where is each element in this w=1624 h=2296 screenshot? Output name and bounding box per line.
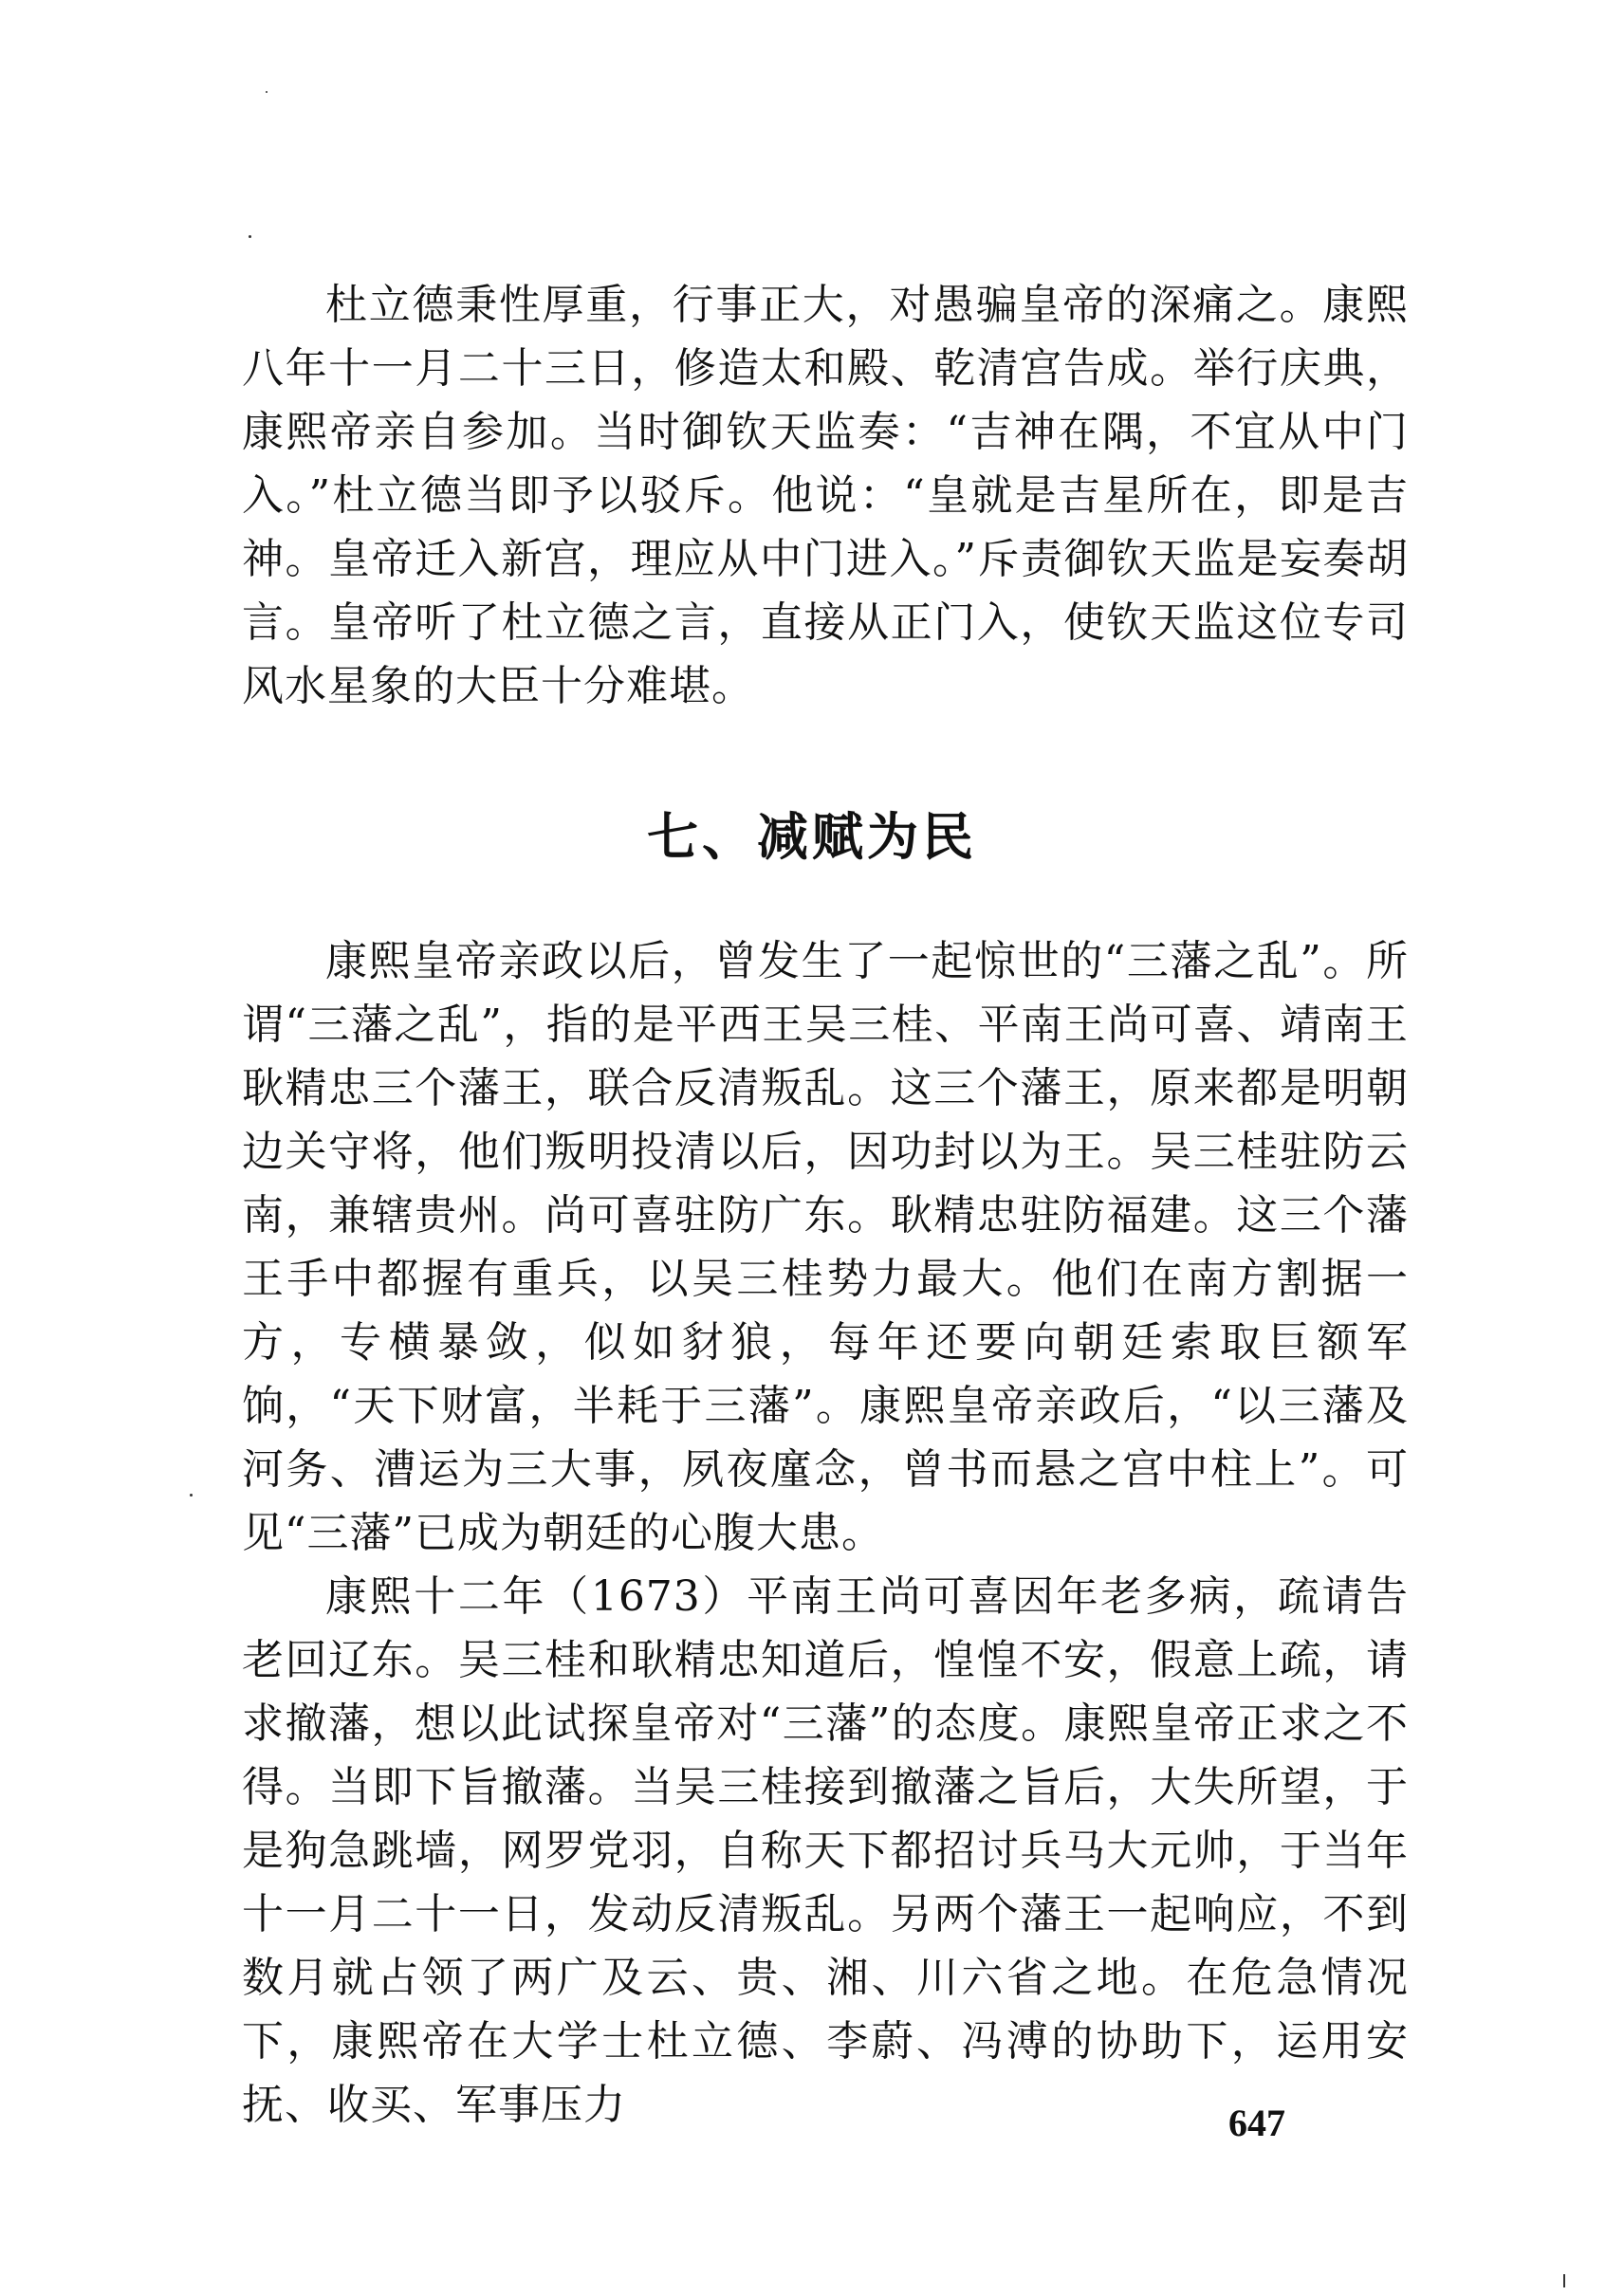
scan-speck (249, 235, 251, 238)
text-block-lower (242, 929, 1409, 2137)
section-heading: 七、减赋为民 (647, 807, 977, 867)
page-number: 647 (1228, 2102, 1285, 2144)
paragraph-kangxi-twelfth-year: 康熙十二年（1673）平南王尚可喜因年老多病，疏请告老回辽东。吴三桂和耿精忠知道后，惶惶不安，假意上疏，请求撤藩，想以此试探皇帝对“三藩”的态度。康熙皇帝正求之不得。当即下旨撤藩。当吴三桂接到撤藩之旨后，大失所望，于是狗急跳墙，网罗党羽，自称天下都招讨兵马大元帅，于当年十一月二十一日，发动反清叛乱。另两个藩王一起响应，不到数月就占领了两广及云、贵、湘、川六省之地。在危急情况下，康熙帝在大学士杜立德、李蔚、冯溥的协助下，运用安抚、收买、军事压力 (242, 1572, 1409, 2129)
text-block-upper (242, 273, 1409, 718)
paragraph-three-feudatories: 康熙皇帝亲政以后，曾发生了一起惊世的“三藩之乱”。所谓“三藩之乱”，指的是平西王吴三桂、平南王尚可喜、靖南王耿精忠三个藩王，联合反清叛乱。这三个藩王，原来都是明朝边关守将，他们叛明投清以后，因功封以为王。吴三桂驻防云南，兼辖贵州。尚可喜驻防广东。耿精忠驻防福建。这三个藩王手中都握有重兵，以吴三桂势力最大。他们在南方割据一方，专横暴敛，似如豺狼，每年还要向朝廷索取巨额军饷，“天下财富，半耗于三藩”。康熙皇帝亲政后，“以三藩及河务、漕运为三大事，夙夜廑念，曾书而悬之宫中柱上”。可见“三藩”已成为朝廷的心腹大患。 (242, 937, 1409, 1557)
paragraph-du-lide: 杜立德秉性厚重，行事正大，对愚骗皇帝的深痛之。康熙八年十一月二十三日，修造太和殿、乾清宫告成。举行庆典，康熙帝亲自参加。当时御钦天监奏：“吉神在隅，不宜从中门入。”杜立德当即予以驳斥。他说：“皇就是吉星所在，即是吉神。皇帝迁入新宫，理应从中门进入。”斥责御钦天监是妄奏胡言。皇帝听了杜立德之言，直接从正门入，使钦天监这位专司风水星象的大臣十分难堪。 (242, 281, 1409, 710)
scan-speck (1563, 2274, 1565, 2287)
scan-speck (190, 1494, 193, 1497)
scan-speck (266, 91, 268, 93)
